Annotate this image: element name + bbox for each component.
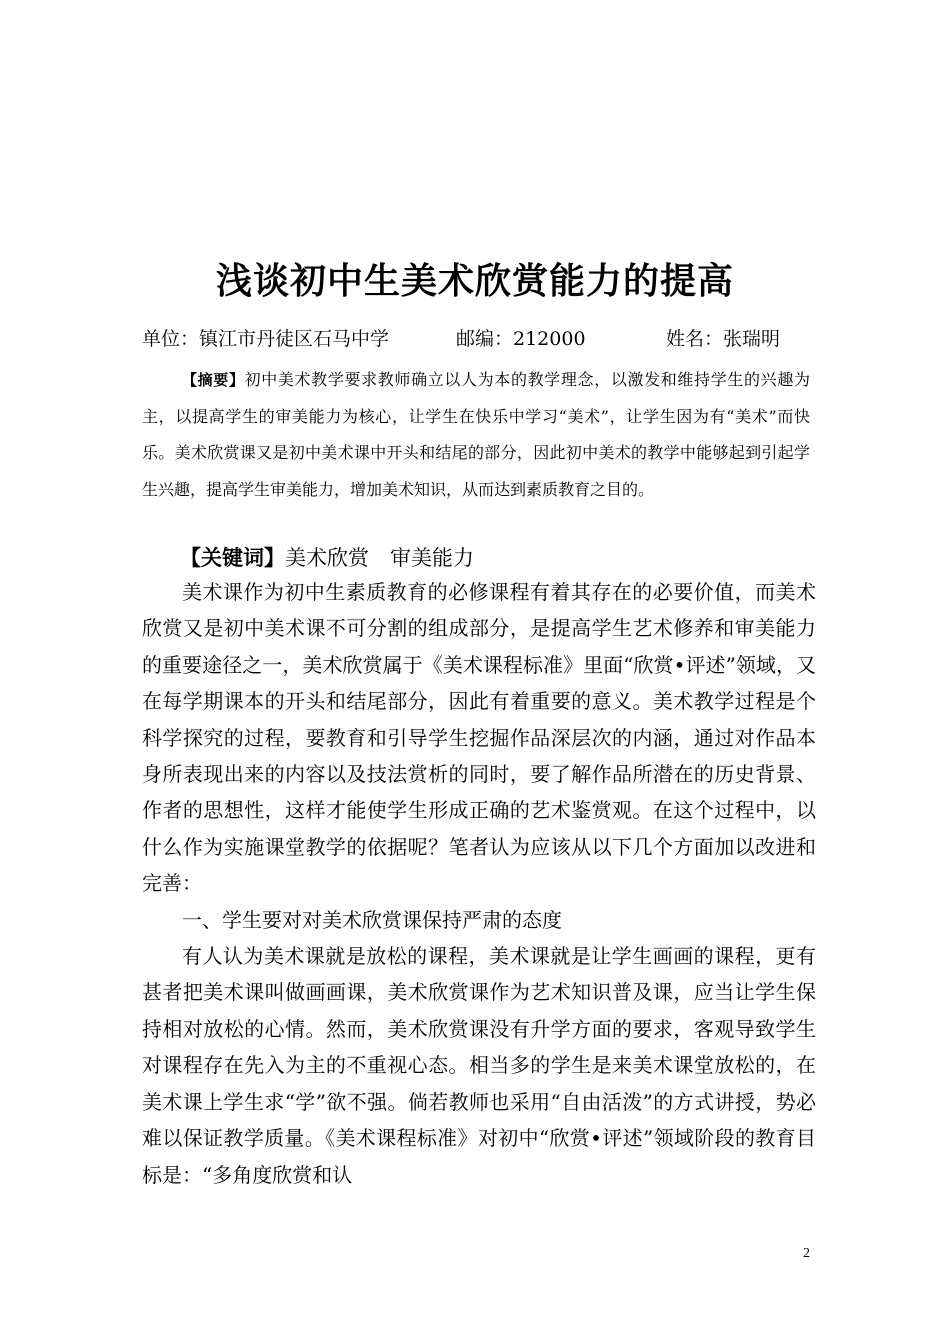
author-name: 姓名：张瑞明 [666, 328, 781, 350]
abstract [142, 362, 810, 508]
abstract-label: 【摘要】 [182, 371, 245, 389]
document-title: 浅谈初中生美术欣赏能力的提高 [215, 261, 734, 302]
postcode-info: 邮编：212000 [456, 328, 586, 350]
body-paragraph: 美术课作为初中生素质教育的必修课程有着其存在的必要价值，而美术欣赏又是初中美术课不可分割的组成部分，是提高学生艺术修养和审美能力的重要途径之一，美术欣赏属于《美术课程标准》里面“欣赏•评述”领域，又在每学期课本的开头和结尾部分，因此有着重要的意义。美术教学过程是个科学探究的过程，要教育和引导学生挖掘作品深层次的内涵，通过对作品本身所表现出来的内容以及技法赏析的同时，要了解作品所潜在的历史背景、作者的思想性，这样才能使学生形成正确的艺术鉴赏观。在这个过程中，以什么作为实施课堂教学的依据呢？笔者认为应该从以下几个方面加以改进和完善： [142, 580, 816, 896]
abstract-text: 初中美术教学要求教师确立以人为本的教学理念，以激发和维持学生的兴趣为主，以提高学生的审美能力为核心，让学生在快乐中学习“美术”，让学生因为有“美术”而快乐。美术欣赏课又是初中美术课中开头和结尾的部分，因此初中美术的教学中能够起到引起学生兴趣，提高学生审美能力，增加美术知识，从而达到素质教育之目的。 [142, 370, 810, 499]
unit-info: 单位：镇江市丹徒区石马中学 [142, 328, 390, 350]
keywords-text: 美术欣赏 审美能力 [285, 546, 474, 570]
section-heading: 一、学生要对对美术欣赏课保持严肃的态度 [182, 907, 562, 932]
body-text [142, 574, 816, 1193]
keywords [180, 541, 474, 575]
author-info-line [142, 324, 822, 354]
keywords-label: 【关键词】 [180, 546, 285, 570]
page-number: 2 [803, 1246, 810, 1261]
body-paragraph: 有人认为美术课就是放松的课程，美术课就是让学生画画的课程，更有甚者把美术课叫做画画课，美术欣赏课作为艺术知识普及课，应当让学生保持相对放松的心情。然而，美术欣赏课没有升学方面的要求，客观导致学生对课程存在先入为主的不重视心态。相当多的学生是来美术课堂放松的，在美术课上学生求“学”欲不强。倘若教师也采用“自由活泼”的方式讲授，势必难以保证教学质量。《美术课程标准》对初中“欣赏•评述”领域阶段的教育目标是：“多角度欣赏和认 [142, 944, 816, 1187]
